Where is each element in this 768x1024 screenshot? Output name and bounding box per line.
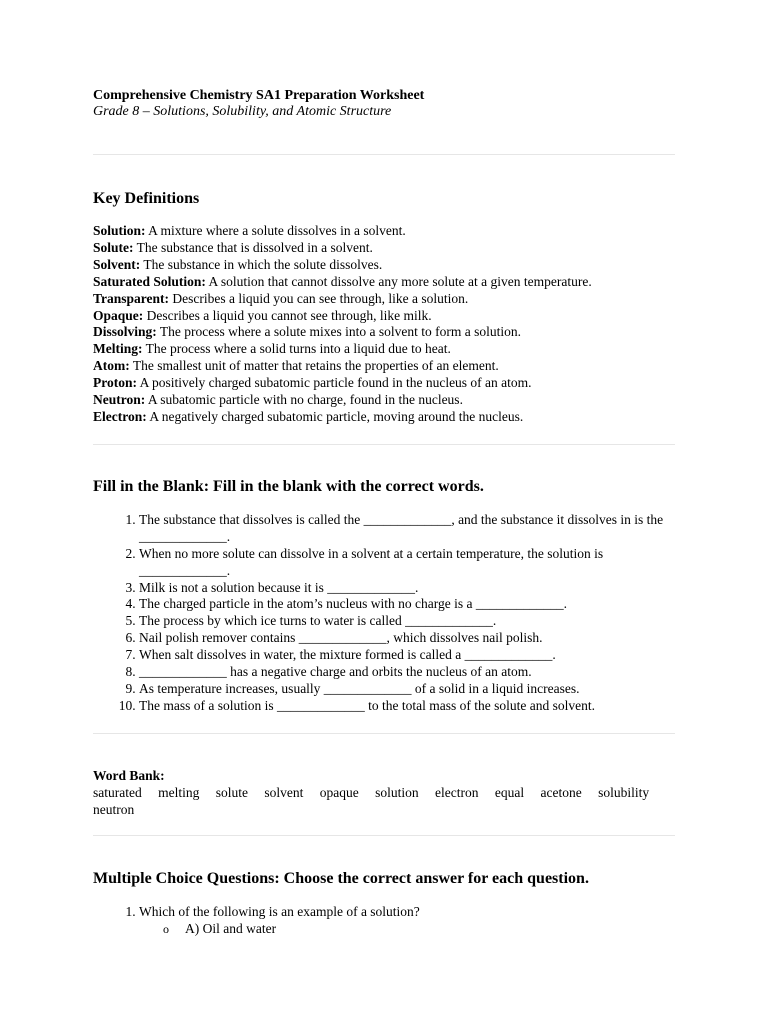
word-bank-word: neutron [93, 801, 135, 817]
fill-blank-item: 4. The charged particle in the atom’s nucleus with no charge is a _____________. [139, 596, 675, 613]
definition-text: A negatively charged subatomic particle, moving around the nucleus. [149, 408, 524, 424]
definition-term: Melting: [93, 341, 143, 357]
word-bank-word: saturated [93, 784, 142, 800]
mcq-question-text: Which of the following is an example of a solution? [139, 903, 420, 919]
fill-blank-item: 2. When no more solute can dissolve in a solvent at a certain temperature, the solution is _____________. [139, 546, 675, 580]
definition-item [93, 358, 675, 375]
mcq-heading: Multiple Choice Questions: Choose the correct answer for each question. [93, 869, 589, 887]
word-bank-words [93, 784, 675, 818]
definitions-heading: Key Definitions [93, 190, 200, 207]
definition-text: Describes a liquid you cannot see through, like milk. [146, 307, 432, 323]
definition-item [93, 375, 675, 392]
word-bank-word: solubility [598, 784, 650, 800]
definition-term: Proton: [93, 375, 137, 391]
word-bank-word: solvent [264, 784, 304, 800]
definition-term: Saturated Solution: [93, 273, 206, 289]
definition-text: The smallest unit of matter that retains the properties of an element. [132, 358, 499, 374]
definition-item [93, 409, 675, 426]
word-bank-word: melting [158, 784, 200, 800]
definition-text: The substance that is dissolved in a solvent. [136, 239, 373, 255]
definition-term: Neutron: [93, 392, 146, 408]
mcq-list [93, 904, 675, 938]
doc-subtitle: Grade 8 – Solutions, Solubility, and Atomic Structure [93, 104, 392, 119]
fill-blank-item: 9. As temperature increases, usually _____________ of a solid in a liquid increases. [139, 681, 675, 698]
definition-item [93, 223, 675, 240]
fill-blank-item: 6. Nail polish remover contains _____________, which dissolves nail polish. [139, 630, 675, 647]
word-bank-word: solution [375, 784, 419, 800]
definition-term: Dissolving: [93, 324, 157, 340]
fill-blank-item: 10. The mass of a solution is _____________ to the total mass of the solute and solvent. [139, 698, 675, 715]
definition-term: Atom: [93, 358, 130, 374]
word-bank-word: opaque [319, 784, 359, 800]
mcq-options [139, 921, 675, 938]
definition-text: A solution that cannot dissolve any more solute at a given temperature. [208, 273, 592, 289]
word-bank-word: acetone [540, 784, 582, 800]
definition-item [93, 308, 675, 325]
definition-term: Transparent: [93, 290, 170, 306]
fill-blank-item: 1. The substance that dissolves is called the _____________, and the substance it dissolves in is the _____________. [139, 512, 675, 546]
definition-term: Solution: [93, 223, 146, 238]
mcq-option: o A) Oil and water [185, 921, 675, 938]
definition-item [93, 240, 675, 257]
worksheet-page [93, 88, 675, 938]
doc-title: Comprehensive Chemistry SA1 Preparation Worksheet [93, 88, 425, 103]
fill-blank-heading: Fill in the Blank: Fill in the blank with the correct words. [93, 477, 484, 495]
word-bank-word: solute [215, 784, 248, 800]
definition-term: Solvent: [93, 256, 141, 272]
definition-text: The substance in which the solute dissolves. [143, 256, 383, 272]
definition-term: Solute: [93, 239, 134, 255]
fill-blank-item: 7. When salt dissolves in water, the mixture formed is called a _____________. [139, 647, 675, 664]
definition-text: The process where a solid turns into a liquid due to heat. [145, 341, 451, 357]
definition-item [93, 341, 675, 358]
definition-item [93, 291, 675, 308]
word-bank-label: Word Bank: [93, 767, 165, 783]
fill-blank-item: 5. The process by which ice turns to water is called _____________. [139, 613, 675, 630]
definition-item [93, 257, 675, 274]
definition-text: The process where a solute mixes into a solvent to form a solution. [159, 324, 521, 340]
fill-blank-item: 8. _____________ has a negative charge and orbits the nucleus of an atom. [139, 664, 675, 681]
definition-text: A subatomic particle with no charge, found in the nucleus. [147, 392, 463, 408]
definition-item [93, 274, 675, 291]
definition-text: A mixture where a solute dissolves in a solvent. [148, 223, 406, 238]
definition-text: A positively charged subatomic particle found in the nucleus of an atom. [139, 375, 532, 391]
word-bank-word: equal [494, 784, 525, 800]
definition-item [93, 392, 675, 409]
word-bank-word: electron [434, 784, 479, 800]
definitions-list [93, 223, 675, 426]
definition-term: Opaque: [93, 307, 144, 323]
definition-text: Describes a liquid you can see through, like a solution. [172, 290, 469, 306]
mcq-question [139, 904, 675, 938]
fill-blank-item: 3. Milk is not a solution because it is _____________. [139, 580, 675, 597]
definition-item [93, 324, 675, 341]
definition-term: Electron: [93, 408, 147, 424]
fill-blank-list [93, 512, 675, 715]
